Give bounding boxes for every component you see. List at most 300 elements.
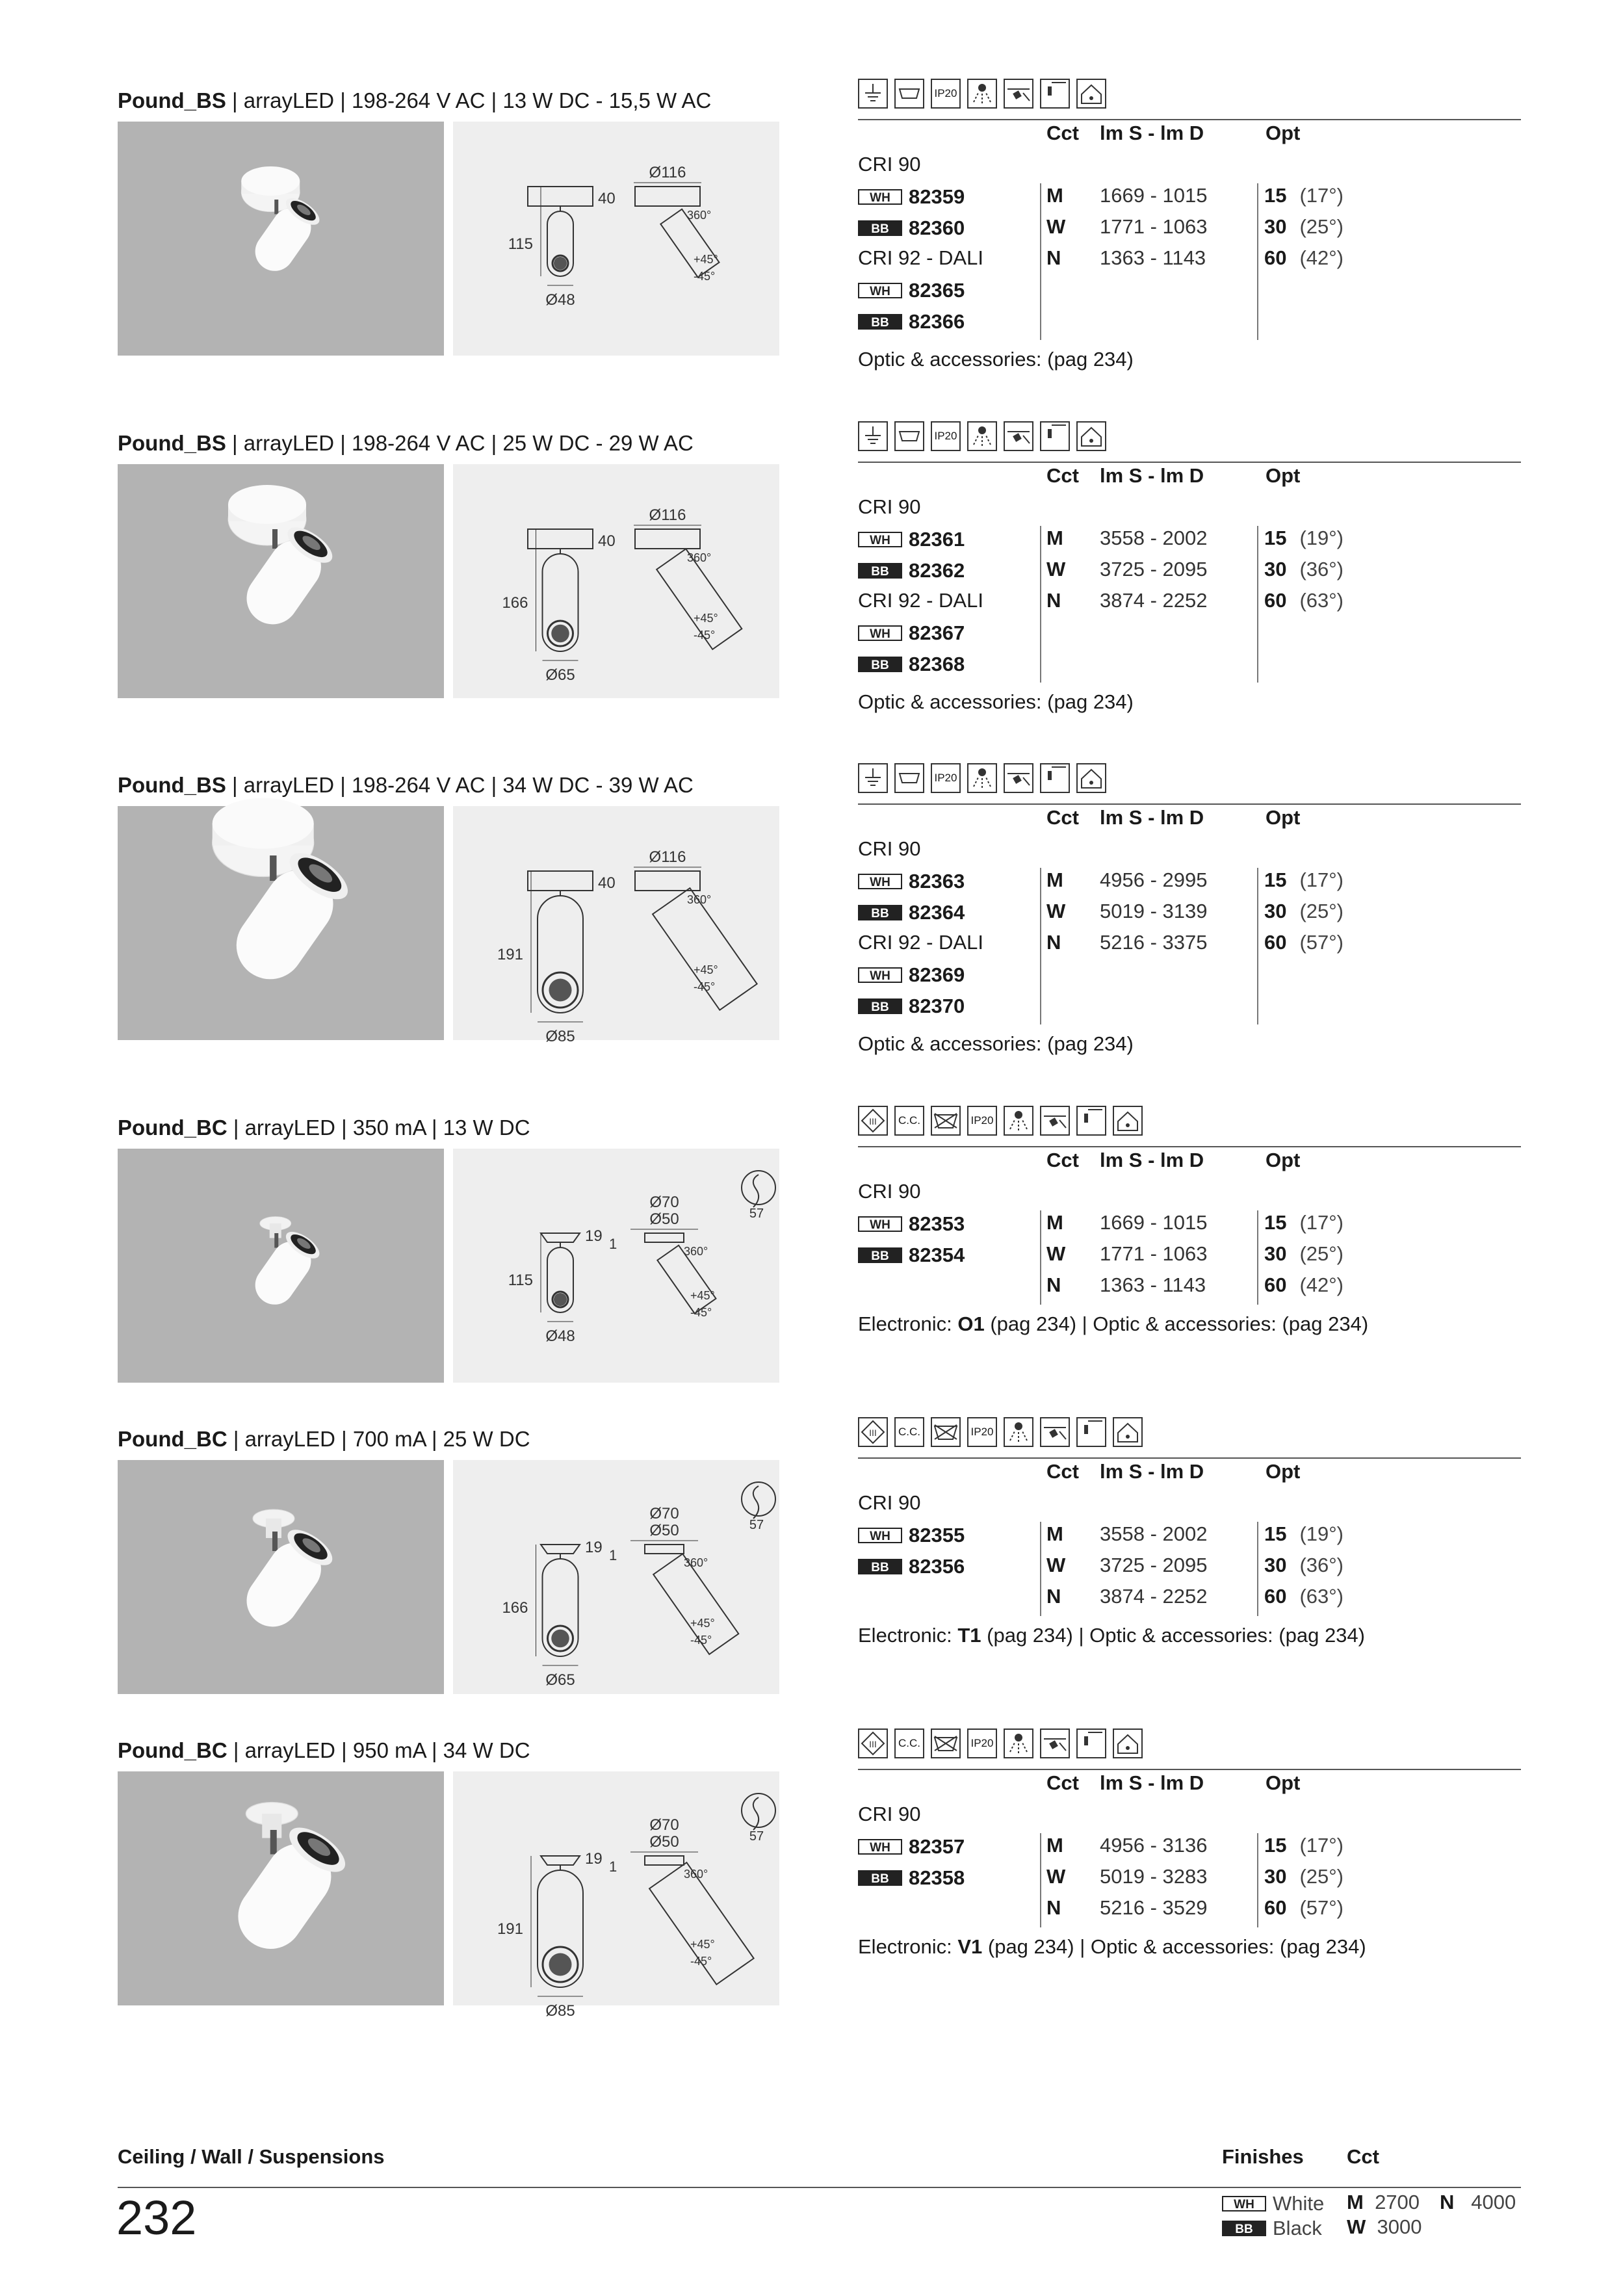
- optic-degrees: (57°): [1299, 1896, 1344, 1919]
- spec-row: [858, 278, 965, 302]
- row-cct: W: [1046, 1242, 1066, 1265]
- row-lumen: 4956 - 3136: [1100, 1834, 1208, 1857]
- product-title: [118, 1426, 530, 1452]
- optic-value: 15: [1264, 1834, 1287, 1857]
- product-code: 82358: [909, 1866, 965, 1889]
- dim-one: 1: [609, 1859, 617, 1875]
- optic-value: 15: [1264, 868, 1287, 891]
- spec-row: [858, 1211, 965, 1236]
- accessories-note: [858, 348, 1134, 371]
- rotate-icon: [1078, 1730, 1105, 1757]
- product-code: 82355: [909, 1523, 965, 1546]
- tilt-icon: [1040, 1106, 1070, 1136]
- dimension-drawing: [453, 464, 779, 698]
- row-lumen: 1363 - 1143: [1100, 246, 1206, 269]
- dim-height: 191: [497, 1920, 523, 1938]
- ambient-icon: [1004, 1729, 1033, 1758]
- spec-row: [858, 993, 965, 1018]
- row-label: CRI 90: [858, 837, 921, 860]
- surface-icon: [894, 79, 924, 109]
- product-photo: [118, 1460, 444, 1694]
- class3-label: III: [869, 1116, 877, 1127]
- product-name: Pound_BS: [118, 431, 226, 455]
- cct-n: [1440, 2191, 1516, 2214]
- column-divider: [1257, 1833, 1258, 1927]
- header-lm: lm S - lm D: [1100, 1460, 1204, 1483]
- product-photo-render: [118, 1460, 444, 1694]
- spec-row: [858, 215, 965, 240]
- note-driver-code: O1: [957, 1312, 985, 1335]
- ground-icon: [858, 79, 888, 109]
- optic-degrees: (25°): [1299, 215, 1344, 238]
- column-divider: [1257, 183, 1258, 340]
- header-lm: lm S - lm D: [1100, 1771, 1204, 1794]
- product-specs: | arrayLED | 700 mA | 25 W DC: [227, 1427, 530, 1451]
- product-code: 82367: [909, 621, 965, 644]
- product-specs: | arrayLED | 198-264 V AC | 25 W DC - 29 W AC: [226, 431, 694, 455]
- dim-rot: 360°: [687, 893, 712, 906]
- optic-value: 60: [1264, 1273, 1287, 1296]
- row-lumen: 1363 - 1143: [1100, 1273, 1206, 1296]
- product-photo: [118, 1149, 444, 1383]
- spec-row: [858, 868, 965, 893]
- row-lumen: 4956 - 2995: [1100, 868, 1208, 891]
- product-code: 82354: [909, 1243, 965, 1266]
- product-code: 82359: [909, 185, 965, 208]
- row-cct: W: [1046, 1865, 1066, 1888]
- finish-tag: BB: [858, 1247, 902, 1263]
- product-specs: | arrayLED | 198-264 V AC | 34 W DC - 39 W AC: [226, 773, 694, 797]
- dim-tilt2: -45°: [694, 270, 716, 283]
- product-specs: | arrayLED | 950 mA | 34 W DC: [227, 1738, 530, 1762]
- row-lumen: 3874 - 2252: [1100, 1585, 1208, 1608]
- note-text: Electronic:: [858, 1935, 958, 1958]
- house-icon: [1114, 1107, 1141, 1134]
- dim-top2: Ø50: [649, 1210, 679, 1228]
- ambient-icon: [967, 763, 997, 793]
- product-code: 82369: [909, 963, 965, 986]
- optic-value: 60: [1264, 1585, 1287, 1608]
- product-code: 82360: [909, 216, 965, 239]
- optic-degrees: (19°): [1299, 527, 1344, 549]
- product-photo: [118, 464, 444, 698]
- dim-height: 166: [502, 594, 528, 612]
- dim-tilt2: -45°: [694, 629, 716, 642]
- spec-row: [858, 651, 965, 676]
- no-insulation-icon: [932, 1418, 959, 1446]
- tilt-icon: [1005, 764, 1032, 792]
- row-cct: M: [1046, 1834, 1063, 1857]
- spec-row: [858, 1803, 920, 1826]
- header-cct: Cct: [1046, 464, 1079, 487]
- note-driver-code: T1: [957, 1624, 981, 1647]
- cct-n-key: N: [1440, 2191, 1455, 2213]
- footer-rule: [118, 2187, 1521, 2188]
- product-photo: [118, 1771, 444, 2005]
- product-code: 82363: [909, 869, 965, 893]
- column-divider: [1257, 1210, 1258, 1305]
- cct-w-key: W: [1347, 2215, 1366, 2238]
- finishes-label: Finishes: [1222, 2145, 1304, 2168]
- dim-tilt1: +45°: [694, 253, 718, 266]
- accessories-note: [858, 1935, 1366, 1959]
- dim-bottom: Ø85: [545, 2002, 575, 2020]
- product-photo-render: [118, 1771, 444, 2005]
- product-code: 82364: [909, 900, 965, 924]
- rotate-icon: [1078, 1418, 1105, 1446]
- rotate-icon: [1040, 421, 1070, 451]
- product-name: Pound_BC: [118, 1115, 227, 1140]
- dim-bottom: Ø65: [545, 1671, 575, 1689]
- ip-rating: IP20: [931, 421, 961, 451]
- certification-icons: [858, 79, 1113, 111]
- column-divider: [1040, 183, 1041, 340]
- no-insulation-icon: [932, 1107, 959, 1134]
- tilt-icon: [1004, 79, 1033, 109]
- constant-current-badge: C.C.: [894, 1729, 924, 1758]
- ambient-icon: [1004, 1417, 1033, 1447]
- row-cct: N: [1046, 1273, 1061, 1296]
- finish-white: [1222, 2191, 1324, 2215]
- product-code: 82357: [909, 1834, 965, 1858]
- note-text: Optic & accessories: (pag 234): [858, 690, 1134, 713]
- ip-rating: IP20: [931, 763, 961, 793]
- optic-degrees: (63°): [1299, 1585, 1344, 1608]
- class3-icon: [858, 1417, 888, 1447]
- house-icon: [1113, 1729, 1143, 1758]
- product-specs: | arrayLED | 350 mA | 13 W DC: [227, 1115, 530, 1140]
- dimension-drawing: [453, 1149, 779, 1383]
- certification-icons: [858, 763, 1113, 796]
- ambient-icon: [967, 421, 997, 451]
- optic-degrees: (42°): [1299, 246, 1344, 269]
- row-cct: W: [1046, 558, 1066, 581]
- row-cct: M: [1046, 184, 1063, 207]
- column-divider: [1257, 868, 1258, 1024]
- dim-base: 19: [585, 1850, 603, 1868]
- spec-row: [858, 1865, 965, 1890]
- header-cct: Cct: [1046, 1460, 1079, 1483]
- surface-icon: [896, 80, 923, 107]
- technical-drawing: [453, 1771, 779, 2020]
- row-lumen: 5216 - 3529: [1100, 1896, 1208, 1919]
- product-code: 82370: [909, 994, 965, 1017]
- ambient-icon: [1005, 1107, 1032, 1134]
- row-optic: [1264, 1834, 1344, 1857]
- row-label: CRI 90: [858, 1491, 921, 1514]
- dim-height: 115: [508, 235, 533, 253]
- dim-height: 166: [502, 1599, 528, 1617]
- ip-rating: IP20: [967, 1417, 997, 1447]
- row-lumen: 5019 - 3283: [1100, 1865, 1208, 1888]
- dim-top: Ø116: [649, 848, 686, 866]
- optic-degrees: (19°): [1299, 1522, 1344, 1545]
- dim-top: Ø70: [649, 1505, 679, 1522]
- row-optic: [1264, 589, 1344, 612]
- optic-degrees: (17°): [1299, 1834, 1344, 1857]
- header-opt: Opt: [1266, 806, 1301, 829]
- header-cct: Cct: [1046, 122, 1079, 144]
- cct-m: [1347, 2191, 1420, 2214]
- spec-row: [858, 1180, 920, 1203]
- house-icon: [1114, 1730, 1141, 1757]
- technical-drawing: [453, 1149, 779, 1383]
- header-opt: Opt: [1266, 122, 1301, 144]
- class3-icon: [858, 1106, 888, 1136]
- optic-value: 30: [1264, 1242, 1287, 1265]
- tilt-icon: [1004, 763, 1033, 793]
- ip-rating: IP20: [967, 1106, 997, 1136]
- row-optic: [1264, 527, 1344, 550]
- optic-value: 30: [1264, 215, 1287, 238]
- row-cct: M: [1046, 1211, 1063, 1234]
- finish-tag: WH: [858, 1839, 902, 1855]
- finish-tag: BB: [858, 314, 902, 330]
- row-cct: W: [1046, 215, 1066, 238]
- row-optic: [1264, 1896, 1344, 1920]
- row-optic: [1264, 215, 1344, 239]
- optic-degrees: (63°): [1299, 589, 1344, 612]
- dim-tilt2: -45°: [690, 1634, 712, 1647]
- row-cct: N: [1046, 1896, 1061, 1919]
- cct-w: [1347, 2215, 1422, 2239]
- row-lumen: 3725 - 2095: [1100, 558, 1208, 581]
- cct-n-value: 4000: [1471, 2191, 1516, 2213]
- product-name: Pound_BC: [118, 1427, 227, 1451]
- spec-rule: [858, 803, 1521, 805]
- spec-rule: [858, 462, 1521, 463]
- accessories-note: [858, 1032, 1134, 1056]
- tilt-icon: [1040, 1729, 1070, 1758]
- product-code: 82361: [909, 527, 965, 551]
- spec-row: [858, 962, 965, 987]
- surface-icon: [896, 764, 923, 792]
- house-icon: [1114, 1418, 1141, 1446]
- optic-degrees: (25°): [1299, 1865, 1344, 1888]
- no-insulation-icon: [931, 1417, 961, 1447]
- row-cct: W: [1046, 900, 1066, 922]
- optic-value: 15: [1264, 527, 1287, 549]
- product-title: [118, 88, 711, 114]
- spec-rule: [858, 1769, 1521, 1770]
- dim-height: 191: [497, 946, 523, 963]
- house-icon: [1076, 763, 1106, 793]
- constant-current-badge: C.C.: [894, 1417, 924, 1447]
- product-photo-render: [118, 806, 444, 1040]
- header-lm: lm S - lm D: [1100, 464, 1204, 487]
- certification-icons: [858, 1417, 1149, 1450]
- house-icon: [1076, 421, 1106, 451]
- dim-top: Ø116: [649, 164, 686, 181]
- finish-tag: WH: [858, 532, 902, 547]
- optic-value: 30: [1264, 1865, 1287, 1888]
- finish-tag: BB: [858, 905, 902, 920]
- dim-tilt1: +45°: [690, 1289, 715, 1302]
- header-opt: Opt: [1266, 1460, 1301, 1483]
- optic-degrees: (25°): [1299, 900, 1344, 922]
- product-code: 82362: [909, 558, 965, 582]
- spec-row: [858, 153, 920, 176]
- constant-current-badge: C.C.: [894, 1106, 924, 1136]
- row-lumen: 1669 - 1015: [1100, 184, 1208, 207]
- dim-height: 115: [508, 1272, 533, 1289]
- optic-value: 60: [1264, 931, 1287, 954]
- product-title: [118, 772, 694, 798]
- header-cct: Cct: [1046, 1149, 1079, 1171]
- row-optic: [1264, 931, 1344, 954]
- row-lumen: 5216 - 3375: [1100, 931, 1208, 954]
- spec-row: [858, 246, 983, 270]
- spec-row: [858, 558, 965, 582]
- no-insulation-icon: [931, 1729, 961, 1758]
- house-icon: [1078, 80, 1105, 107]
- row-lumen: 5019 - 3139: [1100, 900, 1208, 922]
- ground-icon: [858, 763, 888, 793]
- rotate-icon: [1076, 1417, 1106, 1447]
- row-optic: [1264, 1242, 1344, 1266]
- ambient-icon: [968, 423, 996, 450]
- optic-value: 15: [1264, 1211, 1287, 1234]
- optic-degrees: (36°): [1299, 1554, 1344, 1576]
- dim-tilt1: +45°: [694, 963, 718, 976]
- row-optic: [1264, 1522, 1344, 1546]
- dim-hole: 57: [749, 1518, 764, 1532]
- dim-tilt2: -45°: [694, 980, 716, 993]
- optic-degrees: (17°): [1299, 184, 1344, 207]
- dim-bottom: Ø48: [545, 1327, 575, 1345]
- row-optic: [1264, 1554, 1344, 1577]
- house-icon: [1113, 1417, 1143, 1447]
- technical-drawing: [453, 1460, 779, 1694]
- product-6: [0, 1738, 1623, 2063]
- surface-icon: [894, 421, 924, 451]
- note-driver-code: V1: [957, 1935, 983, 1958]
- cct-m-key: M: [1347, 2191, 1364, 2213]
- dimension-drawing: [453, 1460, 779, 1694]
- ambient-icon: [1004, 1106, 1033, 1136]
- certification-icons: [858, 421, 1113, 454]
- product-photo: [118, 122, 444, 356]
- dim-one: 1: [609, 1547, 617, 1563]
- row-cct: M: [1046, 527, 1063, 549]
- no-insulation-icon: [932, 1730, 959, 1757]
- dim-rot: 360°: [684, 1245, 708, 1258]
- product-name: Pound_BC: [118, 1738, 227, 1762]
- header-lm: lm S - lm D: [1100, 122, 1204, 144]
- rotate-icon: [1041, 764, 1069, 792]
- spec-row: [858, 495, 920, 519]
- dim-hole: 57: [749, 1207, 764, 1221]
- spec-row: [858, 1554, 965, 1578]
- dim-tilt2: -45°: [690, 1306, 712, 1319]
- dimension-drawing: [453, 122, 779, 356]
- ground-icon: [859, 80, 887, 107]
- row-lumen: 3874 - 2252: [1100, 589, 1208, 612]
- cct-w-value: 3000: [1377, 2215, 1422, 2238]
- dim-rot: 360°: [684, 1556, 708, 1569]
- cct-label: Cct: [1347, 2145, 1379, 2168]
- page-number: 232: [116, 2191, 197, 2245]
- product-name: Pound_BS: [118, 88, 226, 112]
- row-optic: [1264, 1865, 1344, 1888]
- accessories-note: [858, 1624, 1365, 1647]
- row-optic: [1264, 246, 1344, 270]
- row-label: CRI 90: [858, 1180, 921, 1203]
- tilt-icon: [1041, 1107, 1069, 1134]
- optic-value: 30: [1264, 1554, 1287, 1576]
- product-photo-render: [118, 1149, 444, 1383]
- house-icon: [1078, 423, 1105, 450]
- row-lumen: 1771 - 1063: [1100, 1242, 1208, 1265]
- spec-rule: [858, 1457, 1521, 1459]
- optic-value: 60: [1264, 246, 1287, 269]
- product-photo: [118, 806, 444, 1040]
- header-opt: Opt: [1266, 1149, 1301, 1171]
- technical-drawing: [453, 806, 779, 1045]
- dim-tilt2: -45°: [690, 1955, 712, 1968]
- finish-tag: BB: [858, 220, 902, 236]
- row-optic: [1264, 1585, 1344, 1608]
- house-icon: [1076, 79, 1106, 109]
- dim-tilt1: +45°: [690, 1617, 715, 1630]
- spec-row: [858, 1522, 965, 1547]
- spec-row: [858, 620, 965, 645]
- product-title: [118, 1115, 530, 1141]
- product-1: [0, 88, 1623, 413]
- row-optic: [1264, 184, 1344, 207]
- ambient-icon: [1005, 1730, 1032, 1757]
- note-text-rest: (pag 234) | Optic & accessories: (pag 234): [982, 1935, 1366, 1958]
- finish-tag: BB: [858, 1559, 902, 1574]
- finish-tag: BB: [858, 1870, 902, 1886]
- ambient-icon: [968, 80, 996, 107]
- finish-tag: WH: [858, 189, 902, 205]
- row-lumen: 1771 - 1063: [1100, 215, 1208, 238]
- optic-value: 60: [1264, 589, 1287, 612]
- dim-tilt1: +45°: [694, 612, 718, 625]
- spec-row: [858, 589, 983, 612]
- dim-top2: Ø50: [649, 1522, 679, 1539]
- column-divider: [1257, 526, 1258, 683]
- finish-white-label: White: [1273, 2191, 1325, 2215]
- optic-value: 60: [1264, 1896, 1287, 1919]
- product-code: 82353: [909, 1212, 965, 1235]
- cct-m-value: 2700: [1375, 2191, 1420, 2213]
- surface-icon: [894, 763, 924, 793]
- dim-one: 1: [609, 1236, 617, 1252]
- optic-degrees: (36°): [1299, 558, 1344, 581]
- spec-row: [858, 900, 965, 924]
- spec-row: [858, 1834, 965, 1859]
- class3-label: III: [869, 1428, 877, 1438]
- tag-bb: BB: [1222, 2221, 1266, 2236]
- column-divider: [1040, 1210, 1041, 1305]
- optic-degrees: (25°): [1299, 1242, 1344, 1265]
- finish-black-label: Black: [1273, 2216, 1322, 2239]
- optic-value: 30: [1264, 900, 1287, 922]
- header-lm: lm S - lm D: [1100, 1149, 1204, 1171]
- dim-tilt1: +45°: [690, 1938, 715, 1951]
- product-3: [0, 772, 1623, 1097]
- header-cct: Cct: [1046, 806, 1079, 829]
- note-text: Optic & accessories: (pag 234): [858, 348, 1134, 371]
- optic-value: 15: [1264, 184, 1287, 207]
- row-label: CRI 92 - DALI: [858, 589, 983, 612]
- rotate-icon: [1040, 79, 1070, 109]
- ground-icon: [859, 423, 887, 450]
- row-label: CRI 90: [858, 153, 921, 176]
- class3-icon: [859, 1418, 887, 1446]
